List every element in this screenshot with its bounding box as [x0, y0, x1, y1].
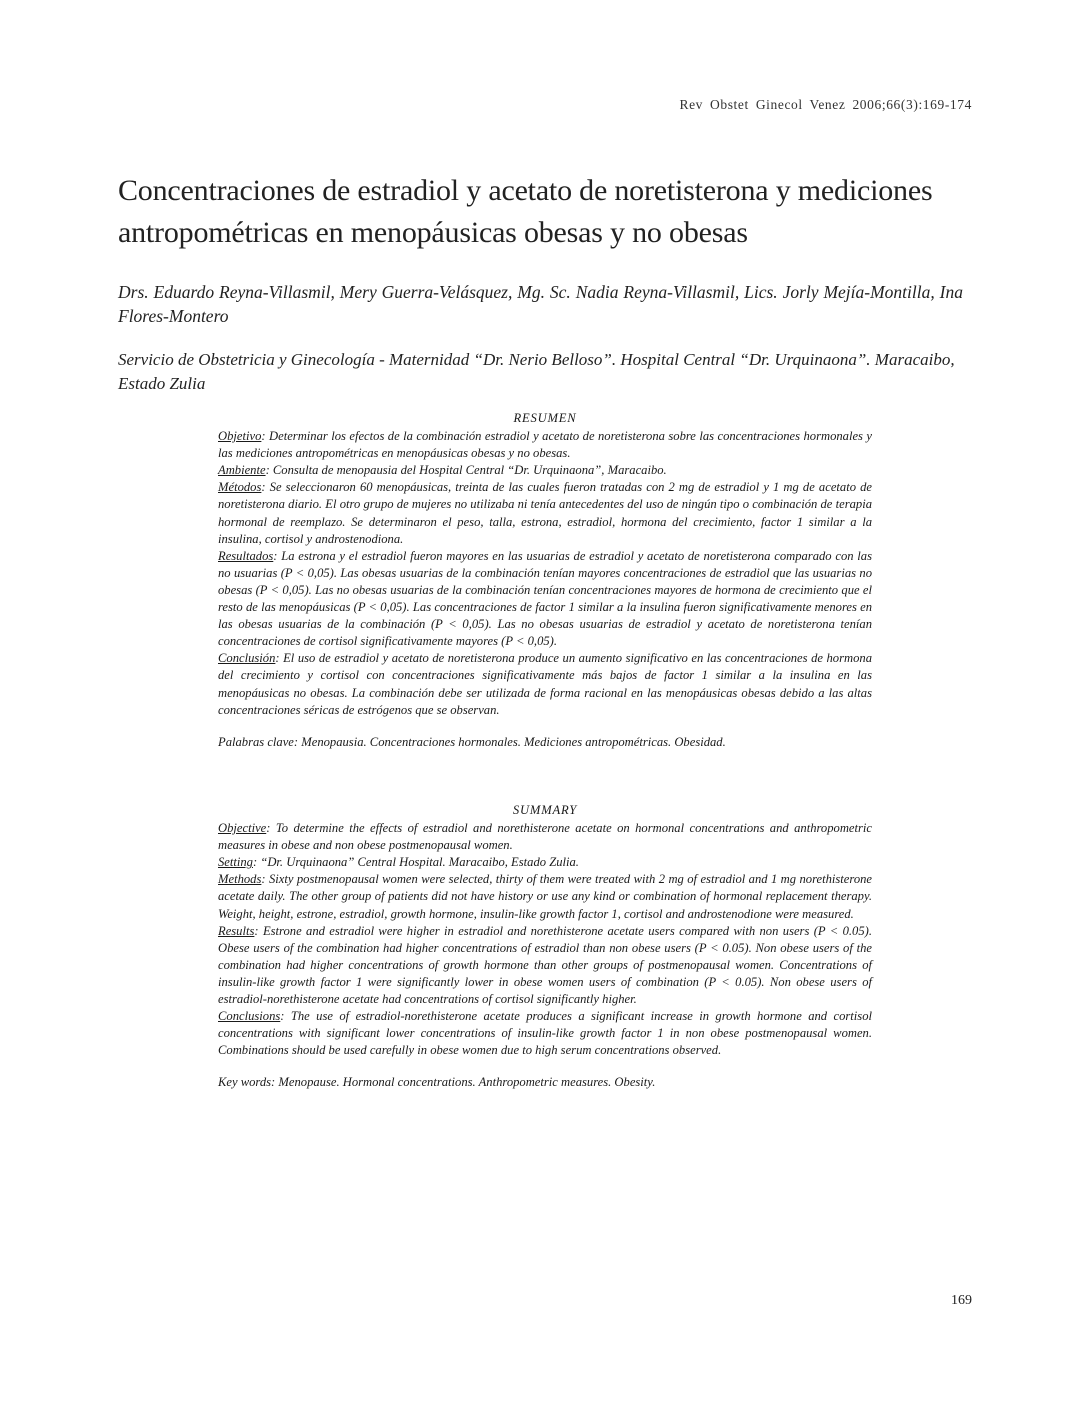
summary-methods-text: : Sixty postmenopausal women were selected, thirty of them were treated with 2 mg of estradiol and 1 mg norethisterone acetate daily. The other group of patients did not have history or use any kind or combination of hormonal replacement therapy. Weight, height, estrone, estradiol, growth hormone, insulin-like growth factor 1, cortisol and androstenodione were measured.: [218, 872, 872, 921]
resumen-objetivo-text: : Determinar los efectos de la combinación estradiol y acetato de noretisterona sobre las concentraciones hormonales y las mediciones antropométricas en menopáusicas obesas y no obesas.: [218, 429, 872, 461]
summary-objective-text: : To determine the effects of estradiol and norethisterone acetate on hormonal concentrations and anthropometric measures in obese and non obese postmenopausal women.: [218, 821, 872, 853]
summary-heading: SUMMARY: [512, 803, 578, 817]
abstract-spanish: [218, 410, 872, 751]
palabras-clave: Palabras clave: Menopausia. Concentraciones hormonales. Mediciones antropométricas. Obesidad.: [218, 734, 726, 749]
summary-objective-label: Objective: [218, 821, 267, 836]
journal-reference: Rev Obstet Ginecol Venez 2006;66(3):169-174: [679, 97, 972, 112]
article-title: Concentraciones de estradiol y acetato de noretisterona y mediciones antropométricas en menopáusicas obesas y no obesas: [118, 174, 933, 249]
summary-setting-text: : “Dr. Urquinaona” Central Hospital. Maracaibo, Estado Zulia.: [252, 855, 579, 870]
summary-methods: [218, 871, 872, 922]
summary-results-text: : Estrone and estradiol were higher in estradiol and norethisterone acetate users compared with non users (P < 0.05). Obese users of the combination had higher concentrations of estradiol than non obese users (P < 0.05). Non obese users of the combination had higher concentrations of growth hormone than other groups of postmenopausal women. Concentrations of insulin-like growth factor 1 were significantly lower in obese women users of combination (P < 0.05). Non obese users of estradiol-norethisterone acetate had concentrations of cortisol significantly higher.: [218, 923, 872, 1007]
resumen-heading: RESUMEN: [513, 411, 577, 425]
summary-setting: [218, 854, 872, 871]
article-affiliation: Servicio de Obstetricia y Ginecología - Maternidad “Dr. Nerio Belloso”. Hospital Central “Dr. Urquinaona”. Maracaibo, Estado Zulia: [118, 350, 955, 393]
resumen-resultados-label: Resultados: [218, 548, 274, 563]
resumen-metodos-text: : Se seleccionaron 60 menopáusicas, treinta de las cuales fueron tratadas con 2 mg de estradiol y 1 mg de acetato de noretisterona diario. El otro grupo de mujeres no utilizaba ni tenía antecedentes del uso de ningún tipo o combinación de terapia hormonal de reemplazo. Se determinaron el peso, talla, estrona, estradiol, hormona del crecimiento, factor 1 similar a la insulina, cortisol y androstenodiona.: [218, 480, 872, 546]
summary-objective: [218, 820, 872, 854]
resumen-conclusion-label: Conclusión: [218, 651, 276, 666]
summary-results: [218, 923, 872, 1008]
summary-conclusions-text: : The use of estradiol-norethisterone acetate produces a significant increase in growth hormone and cortisol concentrations with significant lower concentrations of insulin-like growth factor 1 in non obese postmenopausal women. Combinations should be used carefully in obese women due to high serum concentrations observed.: [218, 1009, 872, 1058]
abstract-english: [218, 802, 872, 1092]
resumen-resultados: [218, 548, 872, 651]
resumen-metodos: [218, 479, 872, 547]
page-number: 169: [951, 1293, 972, 1308]
summary-methods-label: Methods: [218, 872, 262, 887]
resumen-ambiente-text: : Consulta de menopausia del Hospital Central “Dr. Urquinaona”, Maracaibo.: [265, 463, 667, 478]
key-words: Key words: Menopause. Hormonal concentrations. Anthropometric measures. Obesity.: [218, 1075, 656, 1090]
summary-conclusions: [218, 1008, 872, 1059]
summary-conclusions-label: Conclusions: [218, 1009, 281, 1024]
resumen-objetivo-label: Objetivo: [218, 429, 262, 444]
resumen-resultados-text: : La estrona y el estradiol fueron mayores en las usuarias de estradiol y acetato de noretisterona comparado con las no usuarias (P < 0,05). Las obesas usuarias de la combinación tenían mayores concentraciones de estradiol que las usuarias no obesas (P < 0,05). Las no obesas usuarias de la combinación tenían concentraciones mayores de hormona de crecimiento que el resto de las menopáusicas (P < 0,05). Las concentraciones de factor 1 similar a la insulina fueron significativamente menores en las obesas usuarias de la combinación (P < 0,05). Las no obesas usuarias de estradiol y acetato de noretisterona tenían concentraciones de cortisol significativamente mayores (P < 0,05).: [218, 548, 872, 649]
resumen-ambiente-label: Ambiente: [218, 463, 266, 478]
summary-results-label: Results: [218, 923, 255, 938]
article-authors: Drs. Eduardo Reyna-Villasmil, Mery Guerra-Velásquez, Mg. Sc. Nadia Reyna-Villasmil, Lics. Jorly Mejía-Montilla, Ina Flores-Montero: [118, 282, 963, 326]
resumen-metodos-label: Métodos: [218, 480, 262, 495]
resumen-conclusion: [218, 650, 872, 718]
resumen-objetivo: [218, 428, 872, 462]
resumen-conclusion-text: : El uso de estradiol y acetato de noretisterona produce un aumento significativo en las concentraciones de hormona del crecimiento y cortisol con concentraciones significativamente más bajos de factor 1 similar a la insulina en las menopáusicas no obesas. La combinación debe ser utilizada de forma racional en las menopáusicas obesas debido a las altas concentraciones séricas de estrógenos que se observan.: [218, 651, 872, 717]
summary-setting-label: Setting: [218, 855, 253, 870]
resumen-ambiente: [218, 462, 872, 479]
